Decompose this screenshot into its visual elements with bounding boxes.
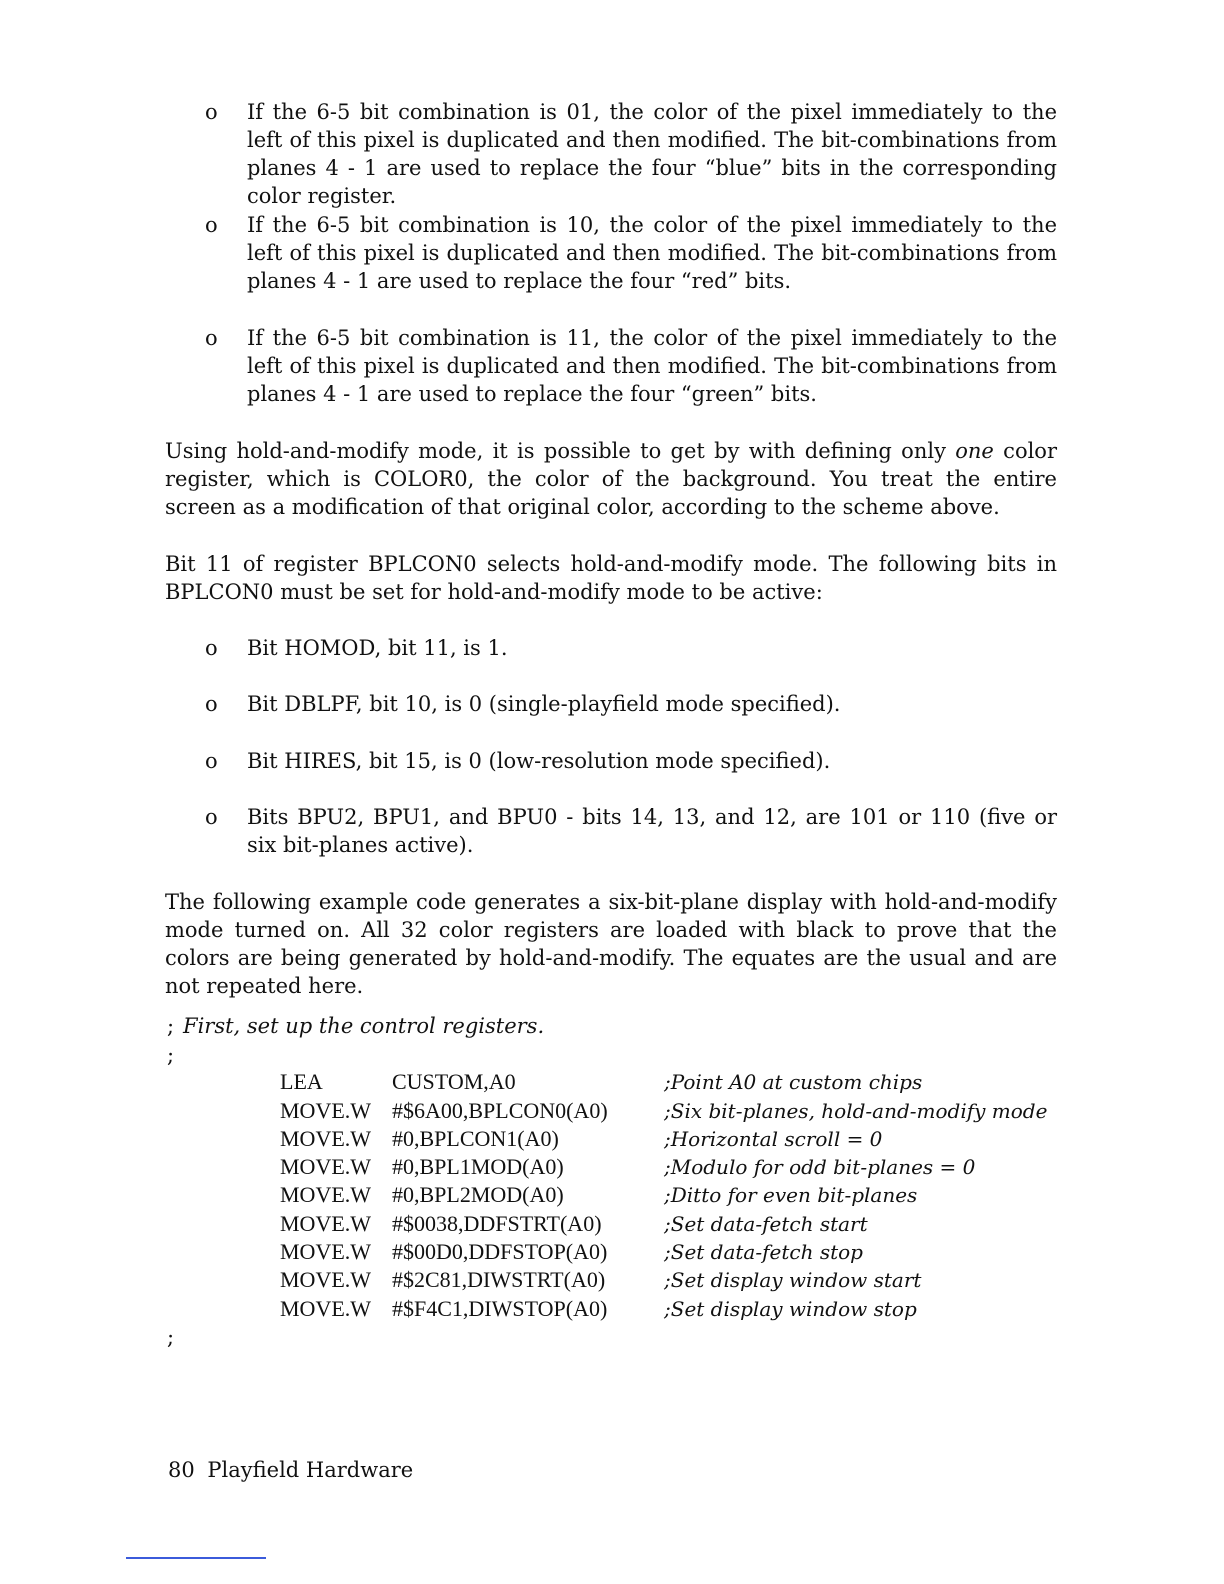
paragraph-bit11: Bit 11 of register BPLCON0 selects hold-and-modify mode. The following bits in BPLCON0 must be set for hold-and-modify mode to be active: xyxy=(165,552,1057,604)
code-comment: ;Six bit-planes, hold-and-modify mode xyxy=(664,1099,1048,1123)
code-line xyxy=(0,1153,1224,1181)
code-line xyxy=(0,1210,1224,1238)
code-opcode: MOVE.W xyxy=(280,1211,372,1236)
code-line xyxy=(0,1266,1224,1294)
bullet-item xyxy=(205,98,1060,208)
code-comment: ;Set display window start xyxy=(664,1268,922,1292)
bullet-marker: o xyxy=(205,749,218,773)
code-opcode: MOVE.W xyxy=(280,1267,372,1292)
code-operand: #$0038,DDFSTRT(A0) xyxy=(392,1211,602,1236)
code-header-semicolon: ; xyxy=(167,1014,175,1038)
code-header-comment: First, set up the control registers. xyxy=(183,1014,545,1038)
code-operand: #$F4C1,DIWSTOP(A0) xyxy=(392,1296,608,1321)
bullet-item xyxy=(205,747,1060,775)
paragraph-text-before: Using hold-and-modify mode, it is possible to get by with defining only xyxy=(165,439,956,463)
code-opcode: MOVE.W xyxy=(280,1098,372,1123)
code-comment: ;Set data-fetch stop xyxy=(664,1240,863,1264)
code-operand: #0,BPL2MOD(A0) xyxy=(392,1182,564,1207)
bullet-marker: o xyxy=(205,805,218,829)
code-opcode: MOVE.W xyxy=(280,1296,372,1321)
bullet-text: Bit HOMOD, bit 11, is 1. xyxy=(247,636,508,660)
paragraph-text-after: color register, which is COLOR0, the color of the background. You treat the entire screen as a modification of that original color, according to the scheme above. xyxy=(165,439,1057,519)
code-opcode: MOVE.W xyxy=(280,1126,372,1151)
code-opcode: MOVE.W xyxy=(280,1239,372,1264)
bullet-marker: o xyxy=(205,692,218,716)
paragraph-emphasis: one xyxy=(955,439,994,463)
code-line xyxy=(0,1295,1224,1323)
bullet-text: If the 6-5 bit combination is 11, the color of the pixel immediately to the left of this pixel is duplicated and then modified. The bit-combinations from planes 4 - 1 are used to replace the four “green” bits. xyxy=(247,326,1057,406)
bullet-marker: o xyxy=(205,636,218,660)
bullet-item xyxy=(205,690,1060,718)
code-opcode: MOVE.W xyxy=(280,1154,372,1179)
bullet-item xyxy=(205,634,1060,662)
bullet-item xyxy=(205,211,1060,297)
bullet-text: Bit HIRES, bit 15, is 0 (low-resolution mode specified). xyxy=(247,749,831,773)
code-comment: ;Set data-fetch start xyxy=(664,1212,868,1236)
code-operand: #0,BPL1MOD(A0) xyxy=(392,1154,564,1179)
bullet-item xyxy=(205,324,1060,410)
code-comment: ;Horizontal scroll = 0 xyxy=(664,1127,883,1151)
code-blank-semicolon: ; xyxy=(167,1325,175,1349)
code-opcode: LEA xyxy=(280,1069,323,1094)
code-comment: ;Modulo for odd bit-planes = 0 xyxy=(664,1155,976,1179)
code-blank-semicolon: ; xyxy=(167,1043,175,1067)
code-operand: #$00D0,DDFSTOP(A0) xyxy=(392,1239,608,1264)
code-line xyxy=(0,1097,1224,1125)
bullet-marker: o xyxy=(205,100,218,124)
code-operand: #$6A00,BPLCON0(A0) xyxy=(392,1098,608,1123)
code-opcode: MOVE.W xyxy=(280,1182,372,1207)
bullet-item xyxy=(205,803,1060,861)
code-comment: ;Set display window stop xyxy=(664,1297,917,1321)
bullet-text: If the 6-5 bit combination is 10, the color of the pixel immediately to the left of this pixel is duplicated and then modified. The bit-combinations from planes 4 - 1 are used to replace the four “red” bits. xyxy=(247,213,1057,293)
code-operand: #0,BPLCON1(A0) xyxy=(392,1126,559,1151)
code-comment: ;Point A0 at custom chips xyxy=(664,1070,923,1094)
code-operand: #$2C81,DIWSTRT(A0) xyxy=(392,1267,606,1292)
bullet-marker: o xyxy=(205,213,218,237)
code-line xyxy=(0,1068,1224,1096)
bullet-text: Bits BPU2, BPU1, and BPU0 - bits 14, 13, and 12, are 101 or 110 (five or six bit-planes active). xyxy=(247,805,1057,857)
bullet-marker: o xyxy=(205,326,218,350)
code-line xyxy=(0,1238,1224,1266)
code-line xyxy=(0,1125,1224,1153)
paragraph-ham-intro xyxy=(165,437,1057,521)
bullet-text: If the 6-5 bit combination is 01, the color of the pixel immediately to the left of this pixel is duplicated and then modified. The bit-combinations from planes 4 - 1 are used to replace the four “blue” bits in the corresponding color register. xyxy=(247,100,1057,208)
code-line xyxy=(0,1181,1224,1209)
paragraph-example: The following example code generates a six-bit-plane display with hold-and-modify mode turned on. All 32 color registers are loaded with black to prove that the colors are being generated by hold-and-modify. The equates are the usual and are not repeated here. xyxy=(165,890,1057,998)
page-number: 80 xyxy=(168,1458,195,1482)
footer-rule xyxy=(126,1557,266,1559)
section-title: Playfield Hardware xyxy=(207,1458,414,1482)
code-comment: ;Ditto for even bit-planes xyxy=(664,1183,918,1207)
bullet-text: Bit DBLPF, bit 10, is 0 (single-playfield mode specified). xyxy=(247,692,841,716)
code-operand: CUSTOM,A0 xyxy=(392,1069,516,1094)
page-footer xyxy=(168,1456,413,1484)
